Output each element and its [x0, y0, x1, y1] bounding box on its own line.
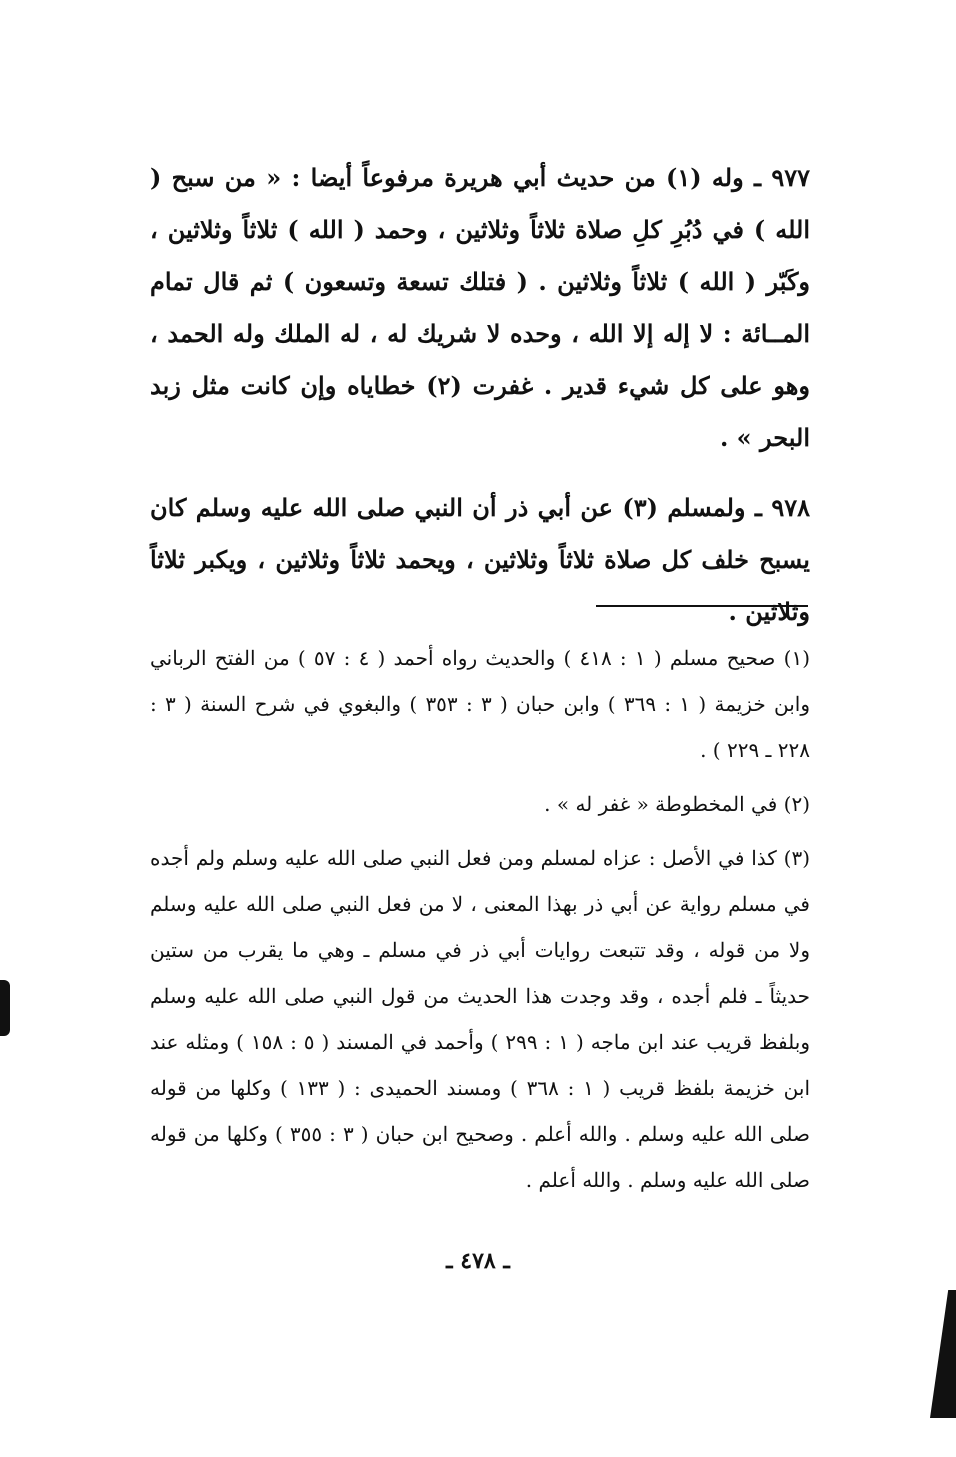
footnote-1: (١) صحيح مسلم ( ١ : ٤١٨ ) والحديث رواه أحمد ( ٤ : ٥٧ ) من الفتح الرباني وابن خزيمة ( ١ : ٣٦٩ ) وابن حبان ( ٣ : ٣٥٣ ) والبغوي في شرح السنة ( ٣ : ٢٢٨ ـ ٢٢٩ ) .: [150, 646, 810, 762]
footnote-3: (٣) كذا في الأصل : عزاه لمسلم ومن فعل النبي صلى الله عليه وسلم ولم أجده في مسلم رواية عن أبي ذر بهذا المعنى ، لا من فعل النبي صلى الله عليه وسلم ولا من قوله ، وقد تتبعت روايات أبي ذر في مسلم ـ وهي ما يقرب من ستين حديثاً ـ فلم أجده ، وقد وجدت هذا الحديث من قول النبي صلى الله عليه وسلم وبلفظ قريب عند ابن ماجه ( ١ : ٢٩٩ ) وأحمد في المسند ( ٥ : ١٥٨ ) ومثله عند ابن خزيمة بلفظ قريب ( ١ : ٣٦٨ ) ومسند الحميدى : ( ١٣٣ ) وكلها من قوله صلى الله عليه وسلم . والله أعلم . وصحيح ابن حبان ( ٣ : ٣٥٥ ) وكلها من قوله صلى الله عليه وسلم . والله أعلم .: [150, 846, 811, 1192]
main-text: [150, 152, 810, 656]
hadith-977: ٩٧٧ ـ وله (١) من حديث أبي هريرة مرفوعاً أيضا : « من سبح ( الله ) في دُبُرِ كلِ صلاة ثلاثاً وثلاثين ، وحمد ( الله ) ثلاثاً وثلاثين ، وكَبّر ( الله ) ثلاثاً وثلاثين . ( فتلك تسعة وتسعون ) ثم قال تمام المــائة : لا إله إلا الله ، وحده لا شريك له ، له الملك وله الحمد ، وهو على كل شيء قدير . غفرت (٢) خطاياه وإن كانت مثل زبد البحر » .: [150, 163, 810, 452]
page-number: ـ ٤٧٨ ـ: [446, 1248, 510, 1274]
footnotes: [150, 635, 810, 1211]
footnote-2: (٢) في المخطوطة « غفر له » .: [544, 792, 810, 816]
scan-edge-mark-right: [930, 1290, 956, 1418]
footnote-divider: [596, 605, 808, 607]
hadith-978: ٩٧٨ ـ ولمسلم (٣) عن أبي ذر أن النبي صلى الله عليه وسلم كان يسبح خلف كل صلاة ثلاثاً وثلاثين ، ويحمد ثلاثاً وثلاثين ، ويكبر ثلاثاً وثلاثين .: [150, 493, 811, 626]
scan-edge-mark-left: [0, 980, 10, 1036]
